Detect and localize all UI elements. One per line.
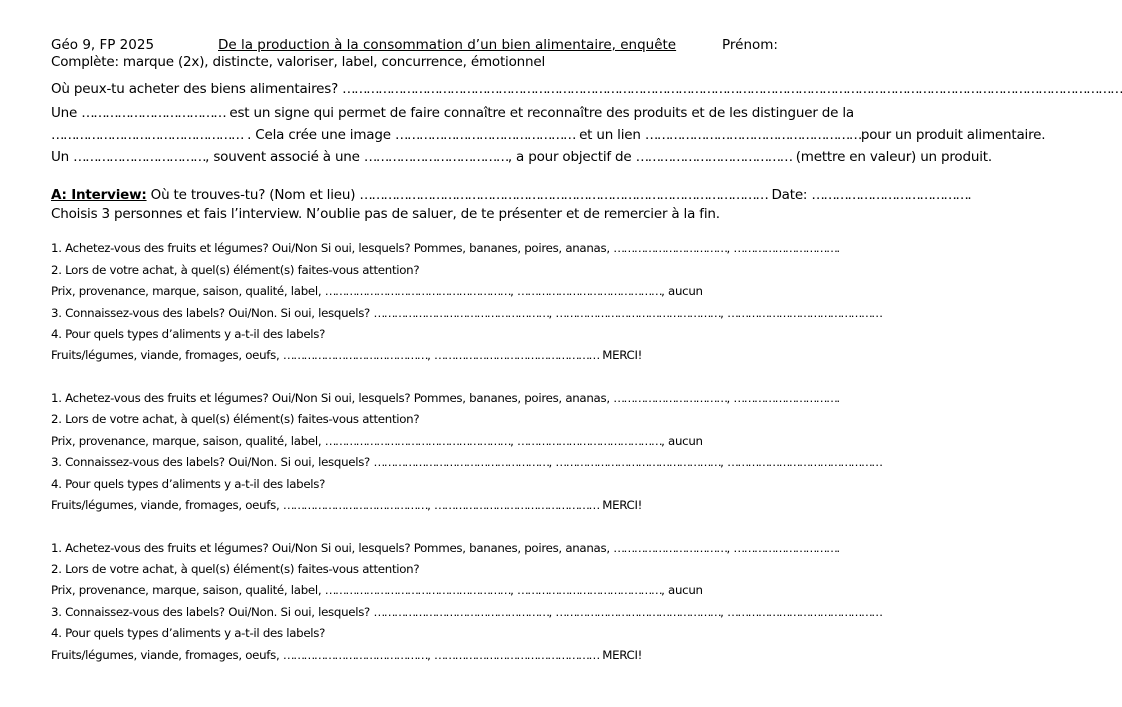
interview-instructions: Choisis 3 personnes et fais l’interview. N’oublie pas de saluer, de te présenter et de remercier à la fin. (51, 206, 720, 222)
question-4: 4. Pour quels types d’aliments y a-t-il des labels? (51, 626, 326, 640)
interview-heading: A: Interview: (51, 187, 147, 203)
question-4: 4. Pour quels types d’aliments y a-t-il des labels? (51, 327, 326, 341)
question-4: 4. Pour quels types d’aliments y a-t-il des labels? (51, 477, 326, 491)
question-2: 2. Lors de votre achat, à quel(s) élément(s) faites-vous attention? (51, 412, 420, 426)
question-2: 2. Lors de votre achat, à quel(s) élément(s) faites-vous attention? (51, 562, 420, 576)
question-4-options: Fruits/légumes, viande, fromages, oeufs, ……………………………………, ………………………………………… MERCI! (51, 348, 643, 362)
header-name-label: Prénom: (722, 37, 778, 53)
question-1: 1. Achetez-vous des fruits et légumes? Oui/Non Si oui, lesquels? Pommes, bananes, poires, ananas, ……………………………, …………………………. (51, 241, 839, 255)
where-buy-line: Où peux-tu acheter des biens alimentaires? …………………………………………………………………………………………………………………………………………………………………………… (51, 81, 1122, 97)
sentence-3: Un ……………………………, souvent associé à une ………………………………, a pour objectif de ………………………………… (mettre en valeur) un produit. (51, 149, 992, 165)
question-4-options: Fruits/légumes, viande, fromages, oeufs, ……………………………………, ………………………………………… MERCI! (51, 648, 643, 662)
sentence-1: Une ……………………………… est un signe qui permet de faire connaître et reconnaître des produits et de les distinguer de la (51, 105, 854, 121)
interview-line: A: Interview: Où te trouves-tu? (Nom et lieu) ………………………………………………………………………………………… Date: …………………………………. (51, 187, 971, 203)
question-1: 1. Achetez-vous des fruits et légumes? Oui/Non Si oui, lesquels? Pommes, bananes, poires, ananas, ……………………………, …………………………. (51, 391, 839, 405)
question-1: 1. Achetez-vous des fruits et légumes? Oui/Non Si oui, lesquels? Pommes, bananes, poires, ananas, ……………………………, …………………………. (51, 541, 839, 555)
question-2: 2. Lors de votre achat, à quel(s) élément(s) faites-vous attention? (51, 263, 420, 277)
word-bank: Complète: marque (2x), distincte, valoriser, label, concurrence, émotionnel (51, 54, 546, 70)
where-buy-question: Où peux-tu acheter des biens alimentaires? (51, 81, 339, 97)
header-course: Géo 9, FP 2025 (51, 37, 155, 53)
question-2-options: Prix, provenance, marque, saison, qualité, label, ………………………………………………, ……………………………………, aucun (51, 284, 703, 298)
header-title: De la production à la consommation d’un bien alimentaire, enquête (218, 37, 677, 53)
question-3: 3. Connaissez-vous des labels? Oui/Non. Si oui, lesquels? ……………………………………………, …………………………………………, ……………………………………… (51, 306, 882, 320)
question-3: 3. Connaissez-vous des labels? Oui/Non. Si oui, lesquels? ……………………………………………, …………………………………………, ……………………………………… (51, 605, 882, 619)
sentence-2: ………………………………………… . Cela crée une image ……………………………………… et un lien ………………………………………………pour un produit alimentaire. (51, 127, 1046, 143)
question-3: 3. Connaissez-vous des labels? Oui/Non. Si oui, lesquels? ……………………………………………, …………………………………………, ……………………………………… (51, 455, 882, 469)
question-2-options: Prix, provenance, marque, saison, qualité, label, ………………………………………………, ……………………………………, aucun (51, 583, 703, 597)
question-2-options: Prix, provenance, marque, saison, qualité, label, ………………………………………………, ……………………………………, aucun (51, 434, 703, 448)
question-4-options: Fruits/légumes, viande, fromages, oeufs, ……………………………………, ………………………………………… MERCI! (51, 498, 643, 512)
